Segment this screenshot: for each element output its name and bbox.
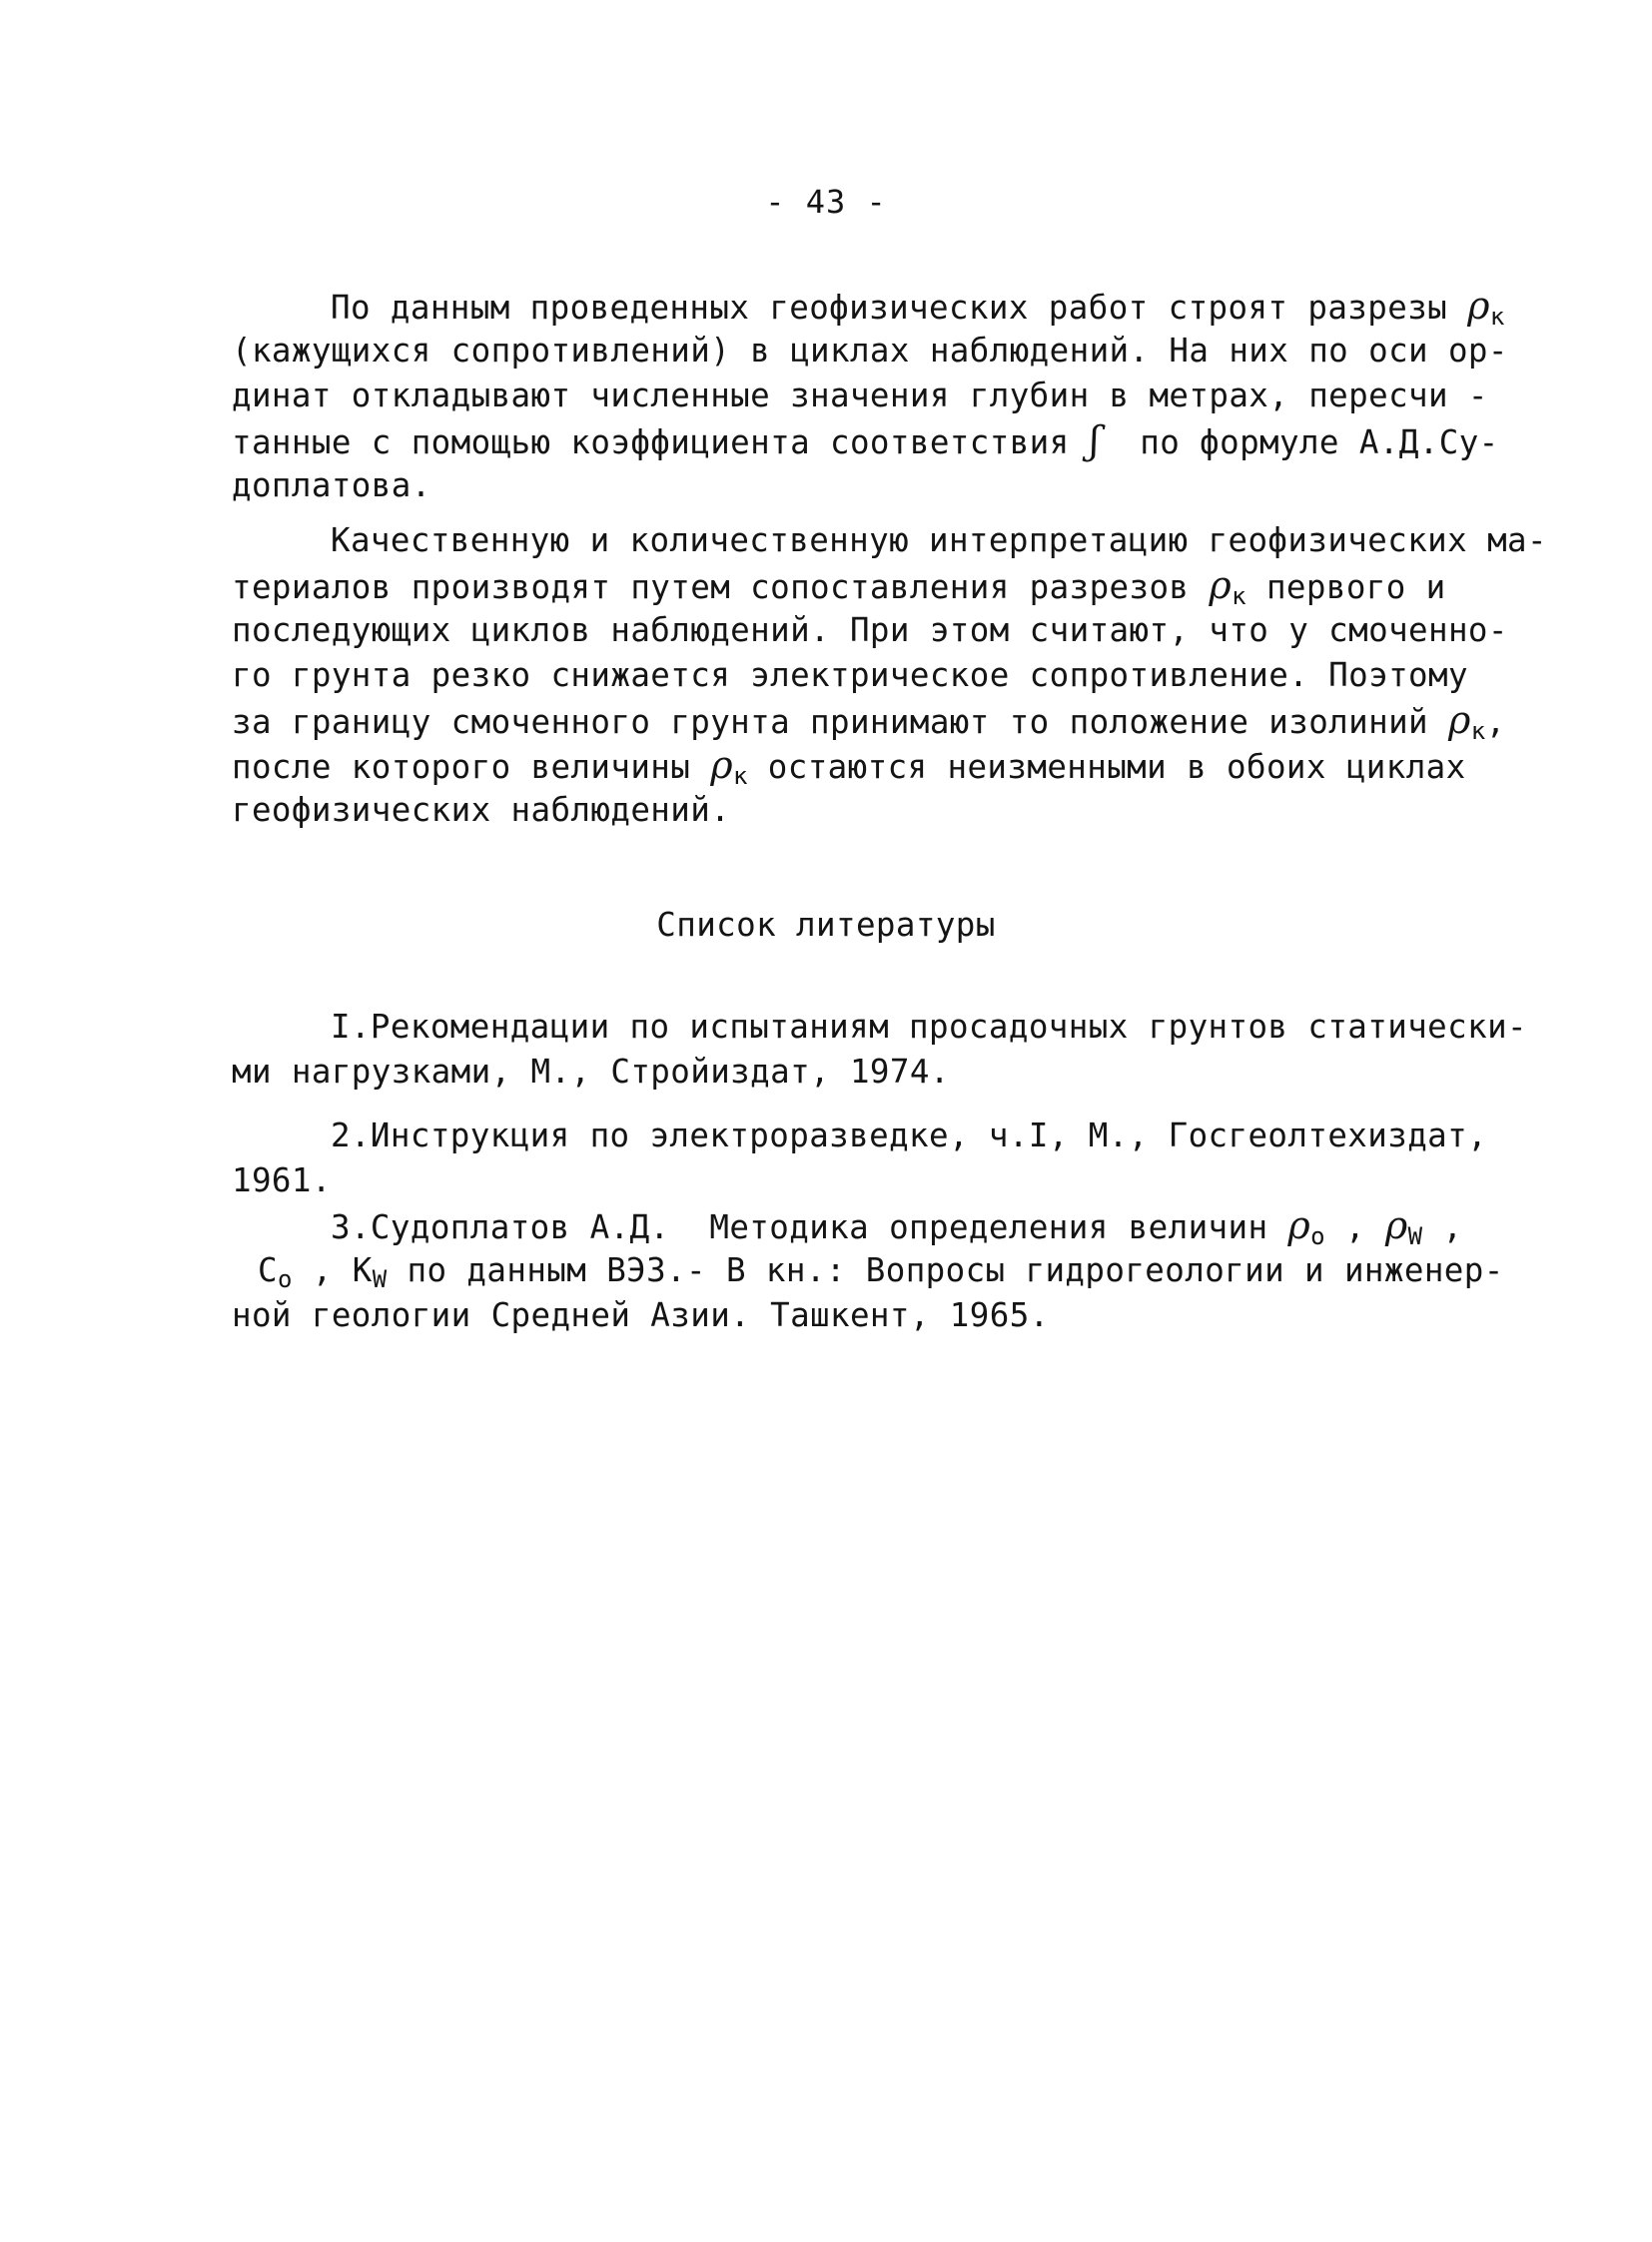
rho-symbol: ρ [1467,284,1490,328]
paragraph1-line1 [331,286,1505,337]
page-number: - 43 - [765,183,887,221]
paragraph2-line2 [232,565,1446,616]
subscript: к [1489,303,1505,331]
reference-3-line1 [331,1205,1462,1256]
paragraph1-line5: доплатова. [232,466,431,504]
reference-3-line3: ной геологии Средней Азии. Ташкент, 1965. [232,1296,1050,1334]
text: териалов производят путем сопоставления разрезов [232,568,1190,606]
subscript: о [277,1265,293,1293]
c-symbol: C [258,1251,278,1289]
text: остаются неизменными в обоих циклах [767,748,1466,786]
text: танные с помощью коэффициента соответствия [232,423,1070,461]
reference-2-line1: 2.Инструкция по электроразведке, ч.I, М., Госгеолтехиздат, [331,1117,1488,1154]
paragraph1-line2: (кажущихся сопротивлений) в циклах наблюдений. На них по оси ор- [232,332,1508,370]
subscript: W [372,1265,388,1293]
subscript: W [1407,1222,1423,1250]
text: по данным ВЭЗ.- В кн.: Вопросы гидрогеологии и инженер- [387,1251,1504,1289]
correspondence-coefficient-symbol: ʃ [1089,418,1101,462]
rho-symbol: ρ [1209,563,1233,607]
paragraph2-line5 [232,700,1506,751]
subscript: о [1310,1222,1326,1250]
rho-symbol: ρ [1447,698,1471,742]
k-symbol: , K [292,1251,373,1289]
rho-symbol: ρ [1287,1203,1311,1247]
subscript: к [1470,717,1486,745]
paragraph1-line4 [232,420,1499,462]
subscript: к [732,762,748,790]
separator: , [1422,1208,1463,1246]
references-heading: Список литературы [656,906,996,944]
rho-symbol: ρ [710,743,733,787]
text: за границу смоченного грунта принимают то положение изолиний [232,703,1428,741]
reference-2-line2: 1961. [232,1161,332,1199]
paragraph1-line3: динат откладывают численные значения глубин в метрах, пересчи - [232,376,1488,414]
paragraph2-line6 [232,745,1466,796]
text: по формуле А.Д.Су- [1140,423,1499,461]
rho-symbol: ρ [1384,1203,1408,1247]
text: первого и [1265,568,1446,606]
reference-1-line2: ми нагрузками, М., Стройиздат, 1974. [232,1053,950,1091]
text: , [1485,703,1506,741]
text: 3.Судоплатов А.Д. Методика определения величин [331,1208,1268,1246]
paragraph2-line3: последующих циклов наблюдений. При этом считают, что у смоченно- [232,611,1508,649]
reference-3-line2 [258,1250,1504,1299]
subscript: к [1232,582,1246,610]
reference-1-line1: I.Рекомендации по испытаниям просадочных грунтов статически- [331,1008,1527,1046]
text: после которого величины [232,748,691,786]
text: По данным проведенных геофизических работ строят разрезы [331,289,1448,327]
separator: , [1325,1208,1385,1246]
paragraph2-line4: го грунта резко снижается электрическое сопротивление. Поэтому [232,656,1468,694]
paragraph2-line7: геофизических наблюдений. [232,791,731,829]
paragraph2-line1: Качественную и количественную интерпретацию геофизических ма- [331,521,1547,559]
